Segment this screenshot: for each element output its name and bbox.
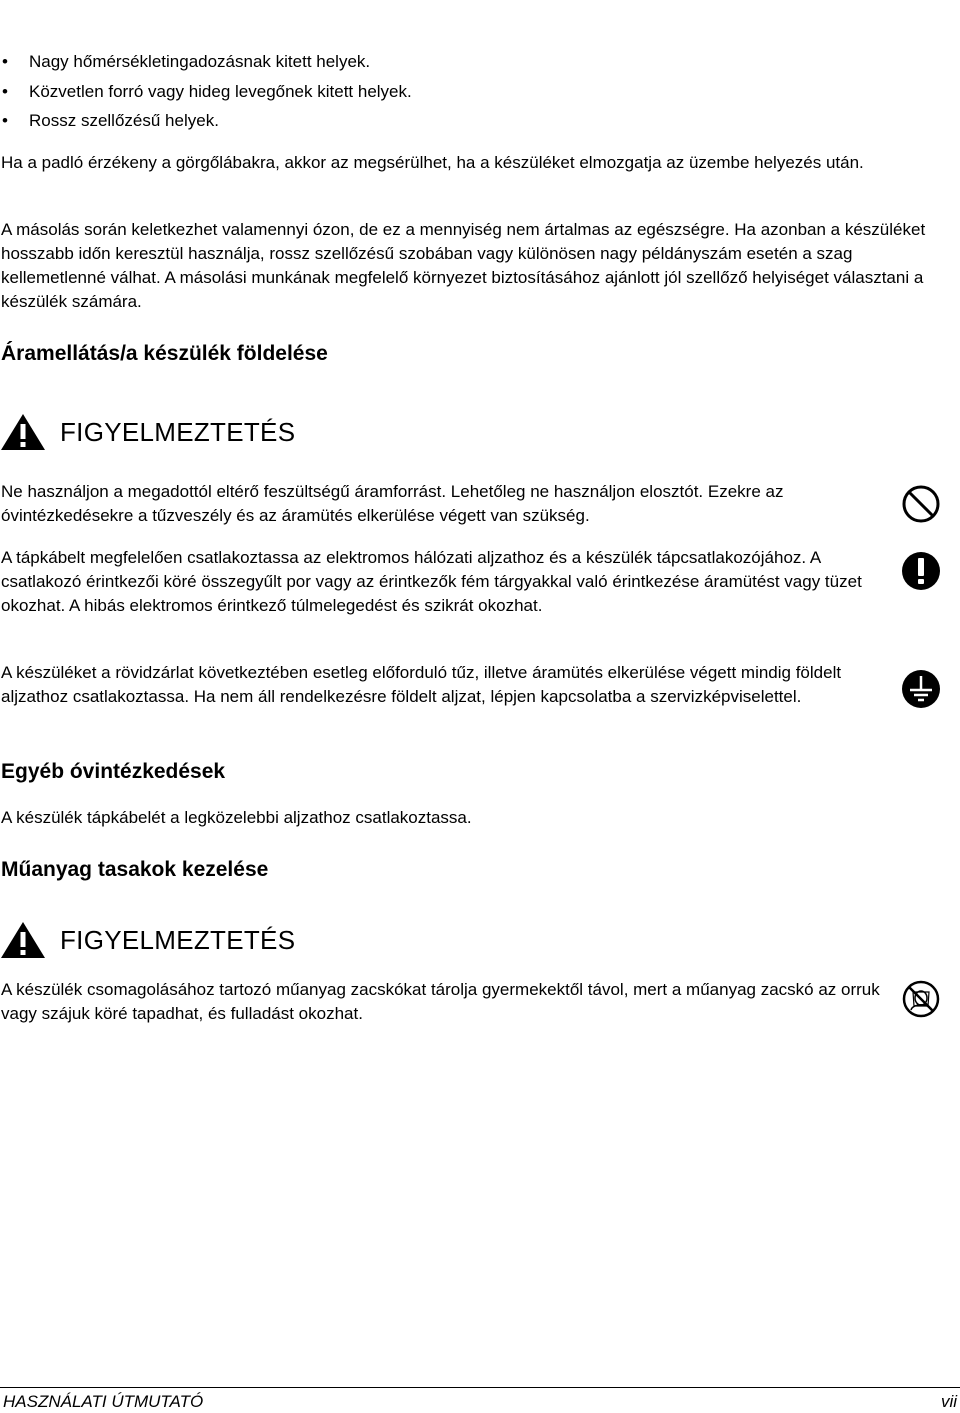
warning-banner xyxy=(0,918,295,962)
bullet-symbol: • xyxy=(2,52,8,71)
ground-icon xyxy=(901,669,941,709)
power-warning-text-3: A készüléket a rövidzárlat következtében esetleg előforduló tűz, illetve áramütés elkerülése végett mindig földelt aljzathoz csatlakoztassa. Ha nem áll rendelkezésre földelt aljzat, lépjen kapcsolatba a szervizképviselettel. xyxy=(1,663,842,706)
power-warning-text-2: A tápkábelt megfelelően csatlakoztassa az elektromos hálózati aljzathoz és a készülék tápcsatlakozójához. A csatlakozó érintkezői köré összegyűlt por vagy az érintkezők fém tárgyakkal való érintkezése áramütést vagy tüzet okozhat. A hibás elektromos érintkező túlmelegedést és szikrát okozhat. xyxy=(1,548,862,615)
power-section-heading: Áramellátás/a készülék földelése xyxy=(1,342,328,365)
mandatory-exclamation-icon xyxy=(901,551,941,591)
list-item xyxy=(2,106,412,136)
other-precautions-text: A készülék tápkábelét a legközelebbi aljzathoz csatlakoztassa. xyxy=(1,808,472,827)
warning-label: FIGYELMEZTETÉS xyxy=(60,925,296,955)
warning-triangle-icon xyxy=(0,412,46,452)
list-item-text: Közvetlen forró vagy hideg levegőnek kitett helyek. xyxy=(29,81,412,101)
bullet-symbol: • xyxy=(2,111,8,130)
warning-label: FIGYELMEZTETÉS xyxy=(60,417,296,447)
no-plastic-bag-icon xyxy=(901,979,941,1019)
list-item xyxy=(2,47,412,77)
floor-paragraph: Ha a padló érzékeny a görgőlábakra, akkor az megsérülhet, ha a készüléket elmozgatja az üzembe helyezés után. xyxy=(1,153,864,172)
plastic-bags-warning-text: A készülék csomagolásához tartozó műanyag zacskókat tárolja gyermekektől távol, mert a műanyag zacskó az orruk vagy szájuk köré tapadhat, és fulladást okozhat. xyxy=(1,980,880,1023)
page-number: vii xyxy=(940,1392,957,1411)
other-precautions-heading: Egyéb óvintézkedések xyxy=(1,760,226,783)
footer-title: HASZNÁLATI ÚTMUTATÓ xyxy=(3,1392,204,1411)
ozone-paragraph: A másolás során keletkezhet valamennyi ózon, de ez a mennyiség nem ártalmas az egészségre. Ha azonban a készüléket hosszabb időn keresztül használja, rossz szellőzésű szobában vagy különösen nagy példányszám esetén a szag kellemetlenné válhat. A másolási munkának megfelelő környezet biztosításához ajánlott jól szellőző helyiséget választani a készülék számára. xyxy=(1,220,926,311)
list-item xyxy=(2,77,412,107)
list-item-text: Nagy hőmérsékletingadozásnak kitett helyek. xyxy=(29,52,371,71)
prohibition-icon xyxy=(901,484,941,524)
bullet-symbol: • xyxy=(2,81,8,101)
list-item-text: Rossz szellőzésű helyek. xyxy=(29,111,219,130)
power-warning-text-1: Ne használjon a megadottól eltérő feszültségű áramforrást. Lehetőleg ne használjon elosztót. Ezekre az óvintézkedésekre a tűzveszély és az áramütés elkerülése végett van szükség. xyxy=(1,482,784,525)
plastic-bags-heading: Műanyag tasakok kezelése xyxy=(1,858,269,881)
footer-divider xyxy=(0,1387,960,1388)
warning-triangle-icon xyxy=(0,920,46,960)
warning-banner xyxy=(0,410,295,454)
location-bullet-list xyxy=(2,47,412,136)
